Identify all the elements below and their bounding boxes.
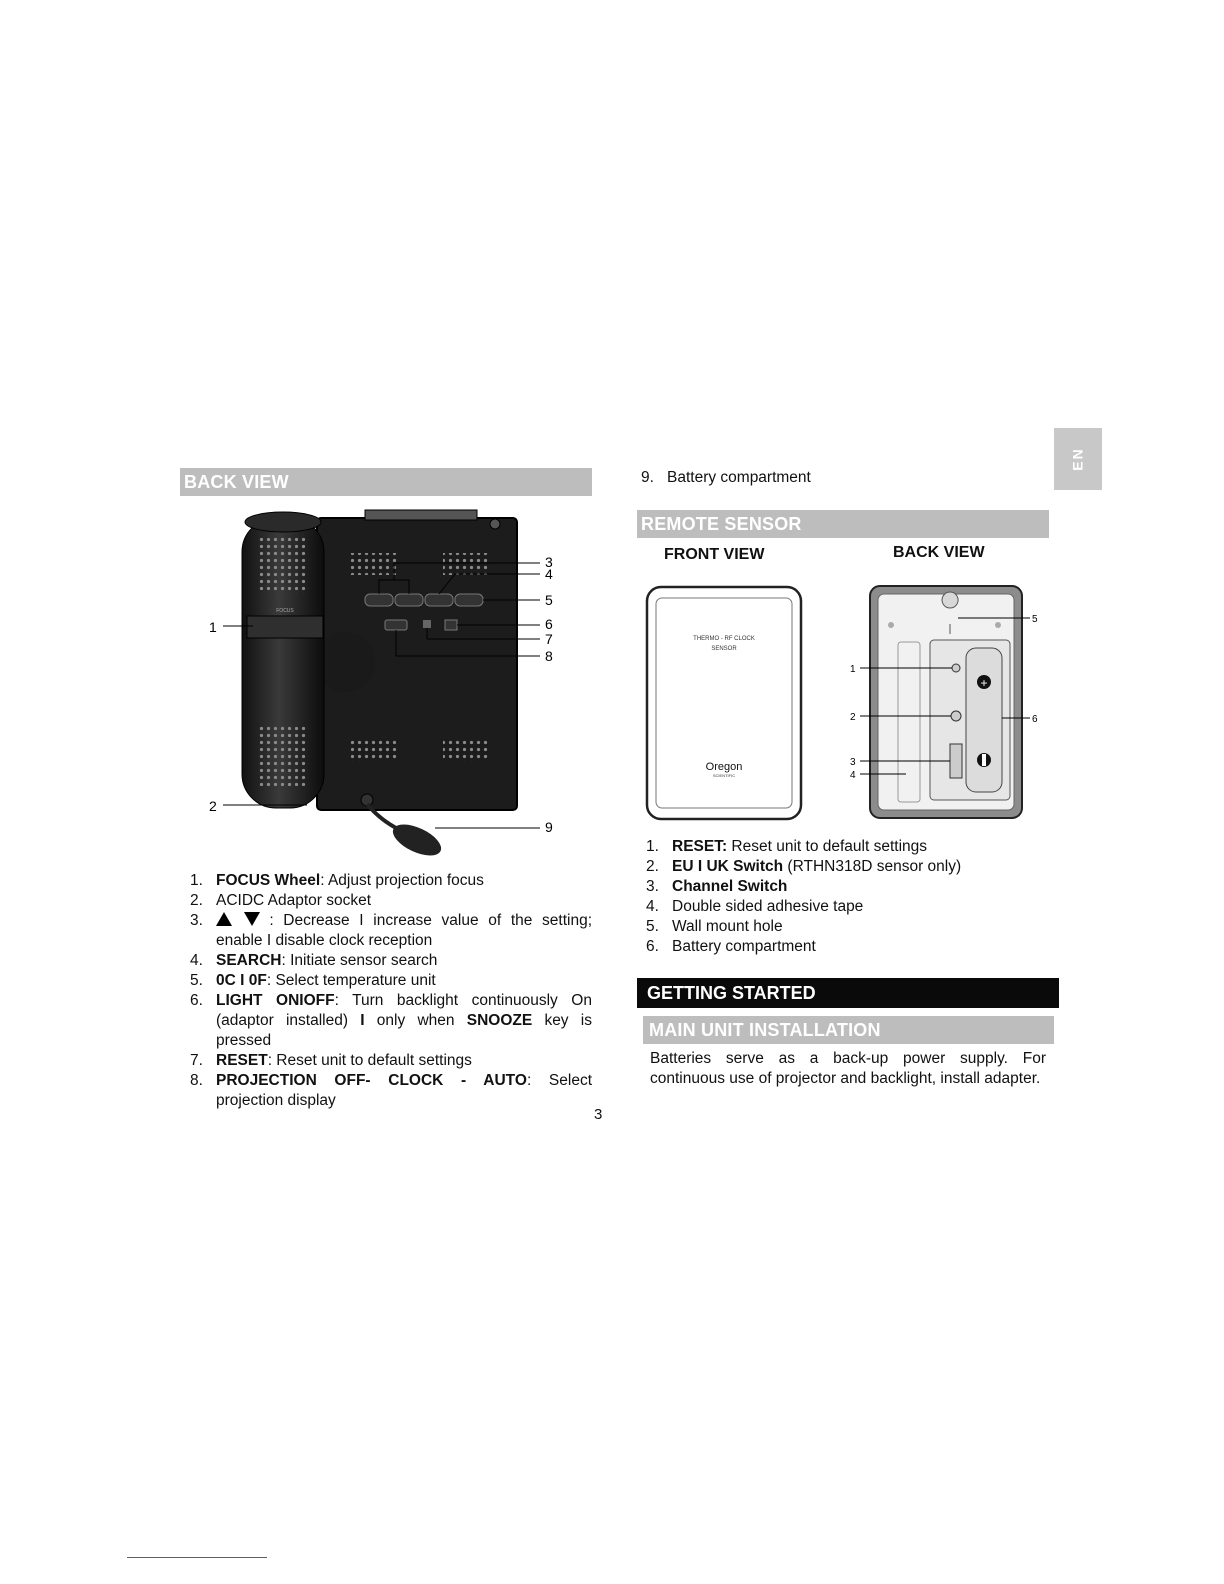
callout-2: 2 [209,798,217,814]
back-callout-3: 3 [850,757,856,768]
callout-6: 6 [545,616,553,632]
focus-wheel [247,616,323,638]
list-item: 8. PROJECTION OFF- CLOCK - AUTO: Select projection display [190,1072,592,1109]
back-callout-2: 2 [850,712,856,723]
list-item: 5. Wall mount hole [646,918,783,935]
down-arrow-icon [244,912,260,926]
language-tab-label: EN [1069,447,1086,471]
brand-sub: SCIENTIFIC [712,773,736,778]
remote-sensor-parts-list [646,837,1046,957]
list-item: 3. Channel Switch [646,878,788,895]
up-arrow-icon [216,912,232,926]
sensor-text-line1: THERMO - RF CLOCK [693,636,755,642]
callout-5: 5 [545,592,553,608]
callout-3: 3 [545,554,553,570]
sensor-back-illustration [846,584,1046,822]
list-item: 7. RESET: Reset unit to default settings [190,1052,472,1069]
battery-item-9: 9. Battery compartment [641,469,811,486]
back-callout-4: 4 [850,770,856,781]
callout-8: 8 [545,648,553,664]
callout-7: 7 [545,631,553,647]
list-item: 6. Battery compartment [646,938,816,955]
list-item: 3. : Decrease I increase value of the setting; enable I disable clock reception [190,912,593,949]
language-tab [1054,428,1102,490]
sensor-front-illustration [644,584,804,822]
list-item: 5. 0C I 0F: Select temperature unit [190,972,436,989]
list-item: 4. SEARCH: Initiate sensor search [190,952,438,969]
page-number: 3 [594,1106,603,1123]
back-view-parts-list [190,871,592,1111]
front-view-label: FRONT VIEW [664,546,765,563]
main-unit-installation-heading: MAIN UNIT INSTALLATION [643,1016,1054,1044]
main-unit-back-illustration [195,508,575,873]
list-item: 6. LIGHT ONIOFF: Turn backlight continuously On (adaptor installed) I only when SNOOZE key is pressed [190,992,592,1049]
getting-started-heading: GETTING STARTED [637,978,1059,1008]
back-callout-5: 5 [1032,614,1038,625]
brand-name: Oregon [705,761,743,773]
list-item: 2. EU I UK Switch (RTHN318D sensor only) [646,858,962,875]
callout-1: 1 [209,619,217,635]
installation-paragraph: Batteries serve as a back-up power supply. For continuous use of projector and backlight, install adapter. [650,1050,1046,1087]
list-item: 1. FOCUS Wheel: Adjust projection focus [190,872,484,889]
list-item: 2. ACIDC Adaptor socket [190,892,372,909]
focus-label: FOCUS [276,608,294,614]
back-callout-6: 6 [1032,714,1038,725]
list-item: 4. Double sided adhesive tape [646,898,864,915]
callout-4: 4 [545,566,553,582]
back-view-heading: BACK VIEW [180,468,592,496]
callout-9: 9 [545,819,553,835]
sensor-text-line2: SENSOR [711,646,737,652]
list-item: 1. RESET: Reset unit to default settings [646,838,928,855]
back-callout-1: 1 [850,664,856,675]
footer-rule [127,1557,267,1558]
svg-text:+: + [980,676,988,690]
remote-sensor-heading: REMOTE SENSOR [637,510,1049,538]
back-view-label: BACK VIEW [893,544,985,561]
